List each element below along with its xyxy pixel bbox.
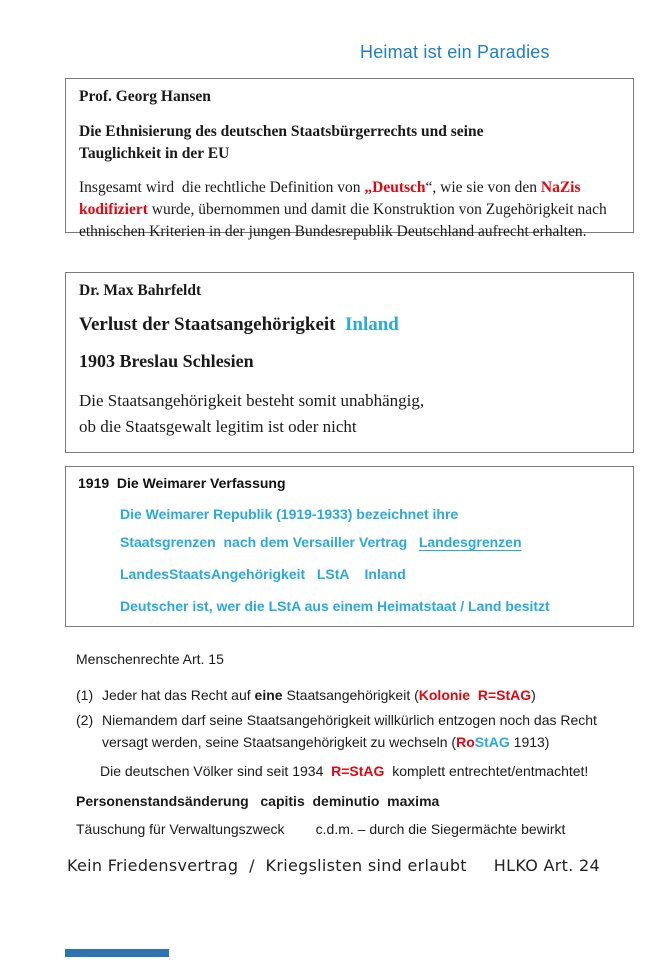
summary-seg-2: “, wie sie von den: [425, 178, 541, 196]
bahrfeldt-body-line-2: ob die Staatsgewalt legitim ist oder nicht: [79, 416, 357, 436]
author-name-bahrfeldt: Dr. Max Bahrfeldt: [79, 282, 202, 299]
rights-item-2: [76, 710, 621, 753]
note-seg-2: komplett entrechtet/entmachtet!: [384, 763, 589, 779]
bottom-blue-bar: [65, 949, 169, 957]
place-year-heading: 1903 Breslau Schlesien: [79, 351, 254, 371]
deutsch-highlight: „Deutsch: [364, 178, 426, 196]
weimar-heading: 1919 Die Weimarer Verfassung: [78, 475, 286, 491]
item-2-seg-1: versagt werden, seine Staatsangehörigkeit zu wechseln (: [102, 733, 457, 750]
deception-line: Täuschung für Verwaltungszweck c.d.m. – durch die Siegermächte bewirkt: [76, 821, 566, 837]
summary-paragraph: [79, 177, 620, 243]
item-1-number: (1): [76, 687, 94, 703]
ro-highlight: Ro: [456, 733, 475, 750]
peace-treaty-line: Kein Friedensvertrag / Kriegslisten sind erlaubt HLKO Art. 24: [67, 856, 600, 875]
landesgrenzen-link[interactable]: Landesgrenzen: [418, 533, 522, 550]
stag-highlight: StAG: [474, 733, 510, 750]
bahrfeldt-body: [79, 388, 620, 439]
loss-heading-text: Verlust der Staatsangehörigkeit: [79, 314, 345, 335]
kolonie-highlight: Kolonie R=StAG: [418, 687, 532, 703]
rights-item-1: [76, 685, 621, 707]
hansen-section: [65, 78, 634, 240]
item-2-number: (2): [76, 712, 94, 728]
weimar-line-2: [120, 533, 621, 552]
weimar-section: [65, 466, 634, 627]
author-name-hansen: Prof. Georg Hansen: [79, 88, 211, 105]
personenstand-line: Personenstandsänderung capitis deminutio maxima: [76, 793, 440, 809]
nazis-highlight: NaZis kodifiziert: [79, 178, 585, 218]
item-1-eine-bold: eine: [254, 687, 283, 703]
bahrfeldt-section: [65, 272, 634, 453]
item-2-line-2: [76, 732, 621, 754]
item-1-seg-1: Jeder hat das Recht auf: [102, 687, 255, 703]
work-title: [79, 121, 620, 166]
loss-heading: [79, 314, 620, 336]
note-seg-1: Die deutschen Völker sind seit 1934: [100, 763, 332, 779]
summary-seg-3: wurde, übernommen und damit die Konstruktion von Zugehörigkeit nach ethnischen Kriterien in der jungen Bundesrepublik Deutschland aufrecht erhalten.: [79, 200, 611, 240]
rstag-highlight: R=StAG: [331, 763, 385, 779]
weimar-line-3: LandesStaatsAngehörigkeit LStA Inland: [120, 565, 406, 582]
rights-heading: Menschenrechte Art. 15: [76, 651, 224, 667]
work-title-line-1: Die Ethnisierung des deutschen Staatsbürgerrechts und seine: [79, 123, 484, 140]
page-title: Heimat ist ein Paradies: [360, 42, 550, 62]
item-1-seg-3: ): [531, 687, 536, 703]
bahrfeldt-body-line-1: Die Staatsangehörigkeit besteht somit unabhängig,: [79, 391, 425, 410]
summary-seg-1: Insgesamt wird die rechtliche Definition von: [79, 178, 365, 196]
work-title-line-2: Tauglichkeit in der EU: [79, 145, 230, 163]
weimar-line-2-text: Staatsgrenzen nach dem Versailler Vertrag: [120, 533, 419, 550]
disenfranchised-note: [100, 763, 588, 779]
item-2-seg-2: 1913): [509, 733, 550, 750]
weimar-line-4: Deutscher ist, wer die LStA aus einem Heimatstaat / Land besitzt: [120, 597, 550, 614]
weimar-line-1: Die Weimarer Republik (1919-1933) bezeichnet ihre: [120, 506, 459, 522]
item-2-line-1: Niemandem darf seine Staatsangehörigkeit willkürlich entzogen noch das Recht: [102, 712, 597, 728]
item-1-seg-2: Staatsangehörigkeit (: [282, 687, 419, 703]
inland-accent: Inland: [345, 314, 399, 335]
